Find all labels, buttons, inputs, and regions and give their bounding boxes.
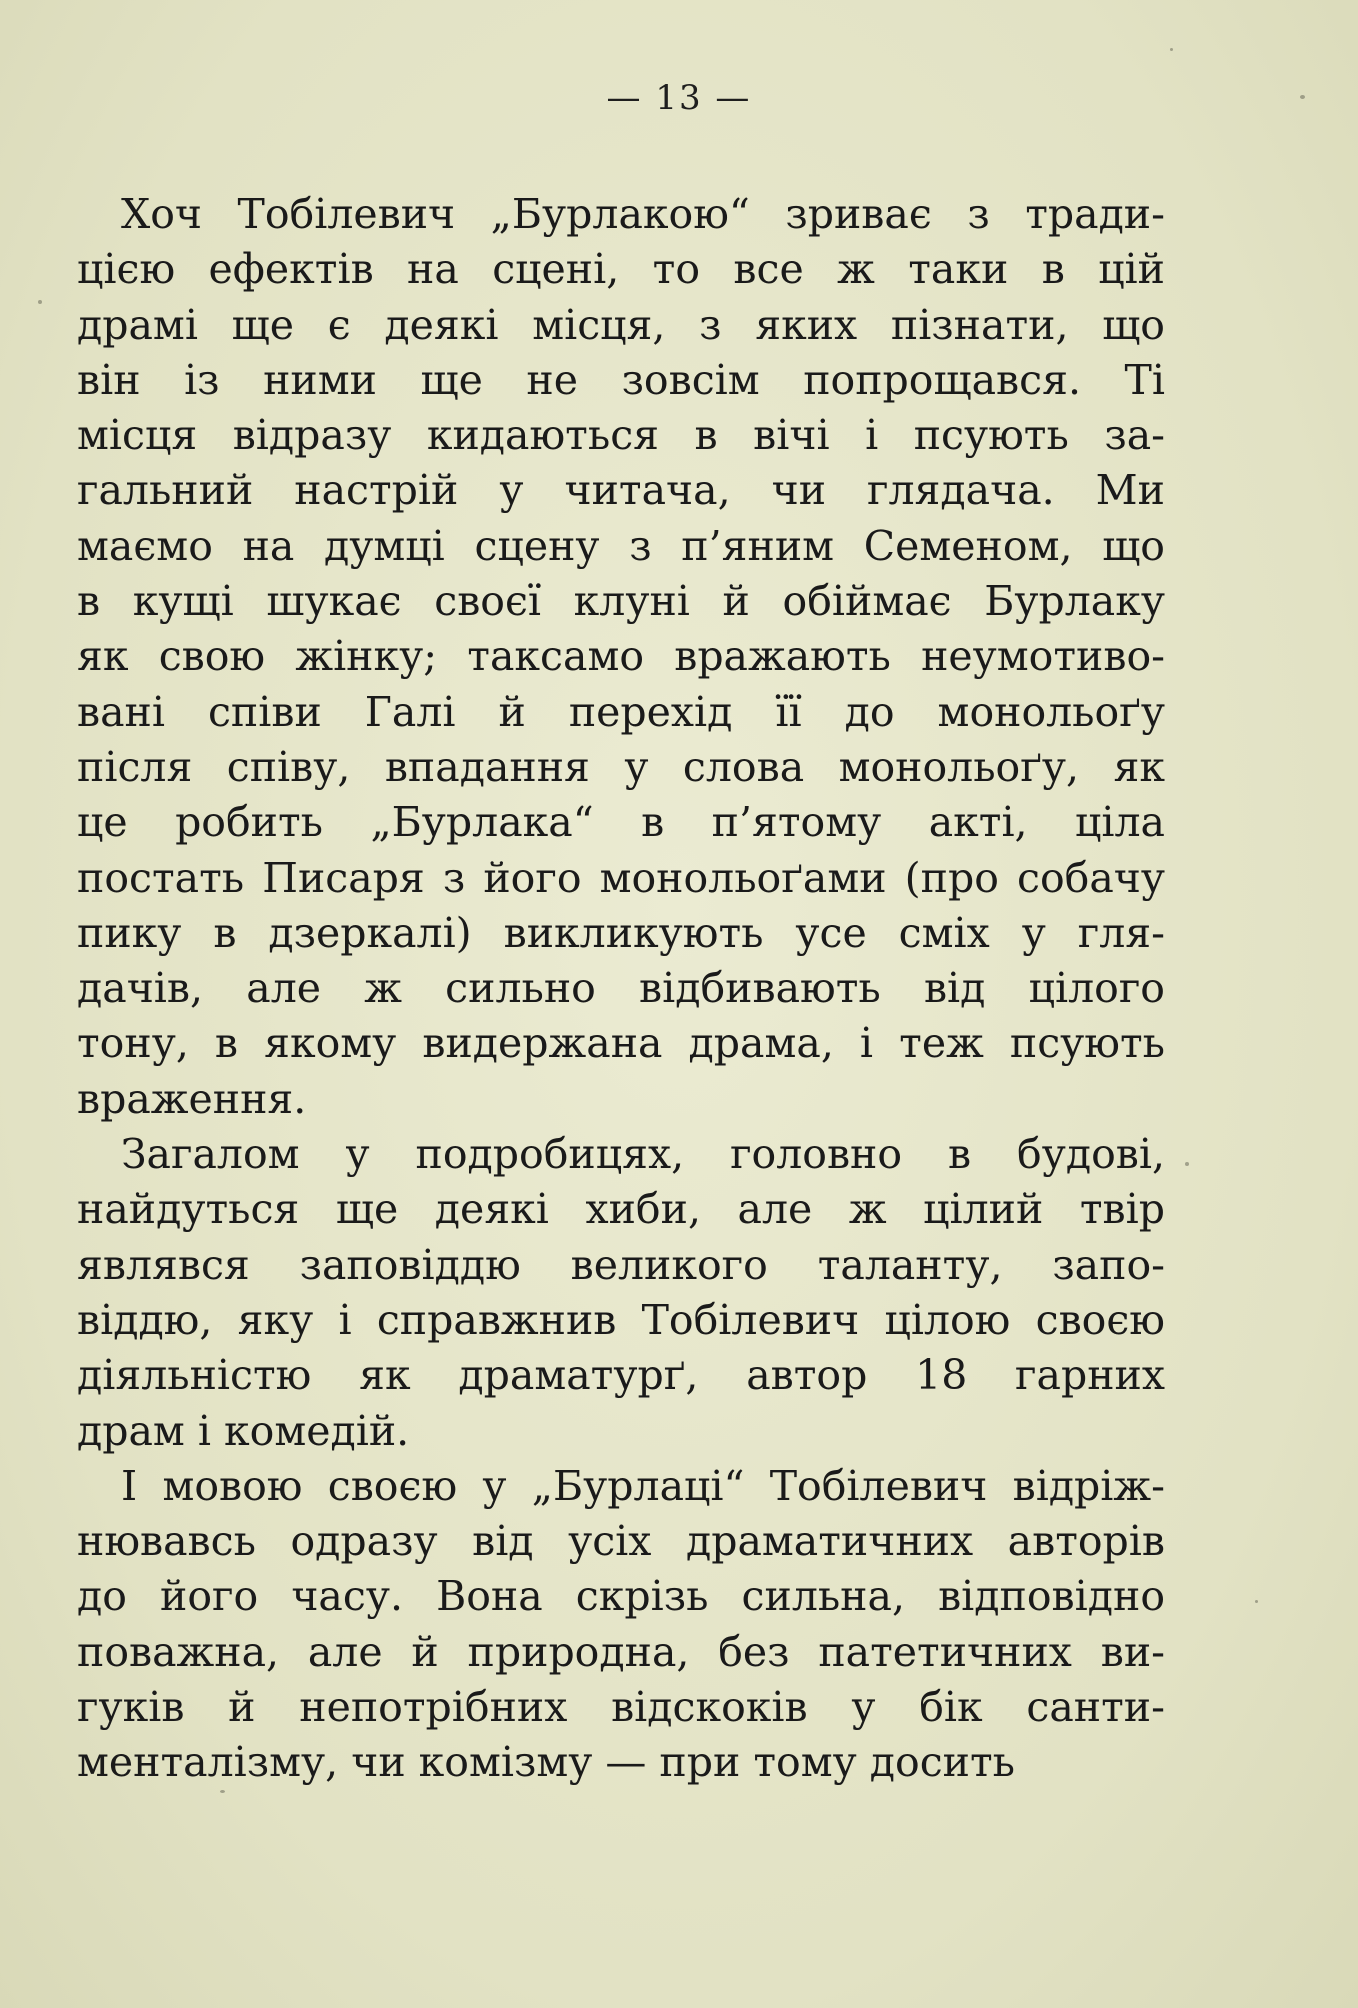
paper-speck — [1255, 1600, 1258, 1603]
text-line: вані співи Галі й перехід її до монольоґу — [77, 687, 1165, 736]
text-line: це робить „Бурлака“ в п’ятому акті, ціла — [77, 798, 1165, 847]
text-line: пику в дзеркалі) викликують усе сміх у гля- — [77, 908, 1165, 957]
paper-speck — [38, 300, 42, 304]
text-line: до його часу. Вона скрізь сильна, відповідно — [77, 1572, 1165, 1621]
paper-speck — [1170, 48, 1173, 51]
text-line: дачів, але ж сильно відбивають від цілого — [77, 964, 1165, 1013]
text-line: нювавсь одразу від усіх драматичних авторів — [77, 1517, 1165, 1566]
text-line: гуків й непотрібних відскоків у бік санти- — [77, 1683, 1165, 1732]
text-line: найдуться ще деякі хиби, але ж цілий твір — [77, 1185, 1165, 1234]
body-text — [77, 187, 1165, 1791]
text-line: Загалом у подробицях, головно в будові, — [121, 1130, 1165, 1179]
paper-speck — [1185, 1162, 1189, 1166]
paper-speck — [220, 1790, 225, 1793]
text-line: як свою жінку; таксамо вражають неумотиво- — [77, 632, 1165, 681]
text-line: драмі ще є деякі місця, з яких пізнати, що — [77, 300, 1165, 349]
text-line: І мовою своєю у „Бурлаці“ Тобілевич відріж- — [121, 1461, 1165, 1510]
text-line: постать Писаря з його монольоґами (про собачу — [77, 853, 1165, 902]
text-line: після співу, впадання у слова монольоґу, як — [77, 742, 1165, 791]
text-line: тону, в якому видержана драма, і теж псують — [77, 1019, 1165, 1068]
text-line: драм і комедій. — [77, 1406, 410, 1455]
text-line: віддю, яку і справжнив Тобілевич цілою своєю — [77, 1295, 1165, 1344]
text-line: Хоч Тобілевич „Бурлакою“ зриває з тради- — [121, 190, 1165, 238]
text-line: враження. — [77, 1074, 307, 1123]
text-line: діяльністю як драматурґ, автор 18 гарних — [77, 1351, 1165, 1400]
text-line: в кущі шукає своєї клуні й обіймає Бурлаку — [77, 577, 1165, 626]
text-line: цією ефектів на сцені, то все ж таки в цій — [77, 245, 1165, 294]
paper-speck — [1300, 95, 1305, 99]
text-line: менталізму, чи комізму — при тому досить — [77, 1738, 1015, 1787]
text-line: він із ними ще не зовсім попрощався. Ті — [77, 355, 1165, 404]
text-line: місця відразу кидаються в вічі і псують за- — [77, 411, 1165, 460]
text-line: поважна, але й природна, без патетичних ви- — [77, 1627, 1165, 1676]
text-line: гальний настрій у читача, чи глядача. Ми — [77, 466, 1165, 515]
text-line: маємо на думці сцену з п’яним Семеном, що — [77, 521, 1165, 570]
page-number: — 13 — — [606, 78, 752, 118]
text-line: являвся заповіддю великого таланту, запо- — [77, 1240, 1165, 1289]
